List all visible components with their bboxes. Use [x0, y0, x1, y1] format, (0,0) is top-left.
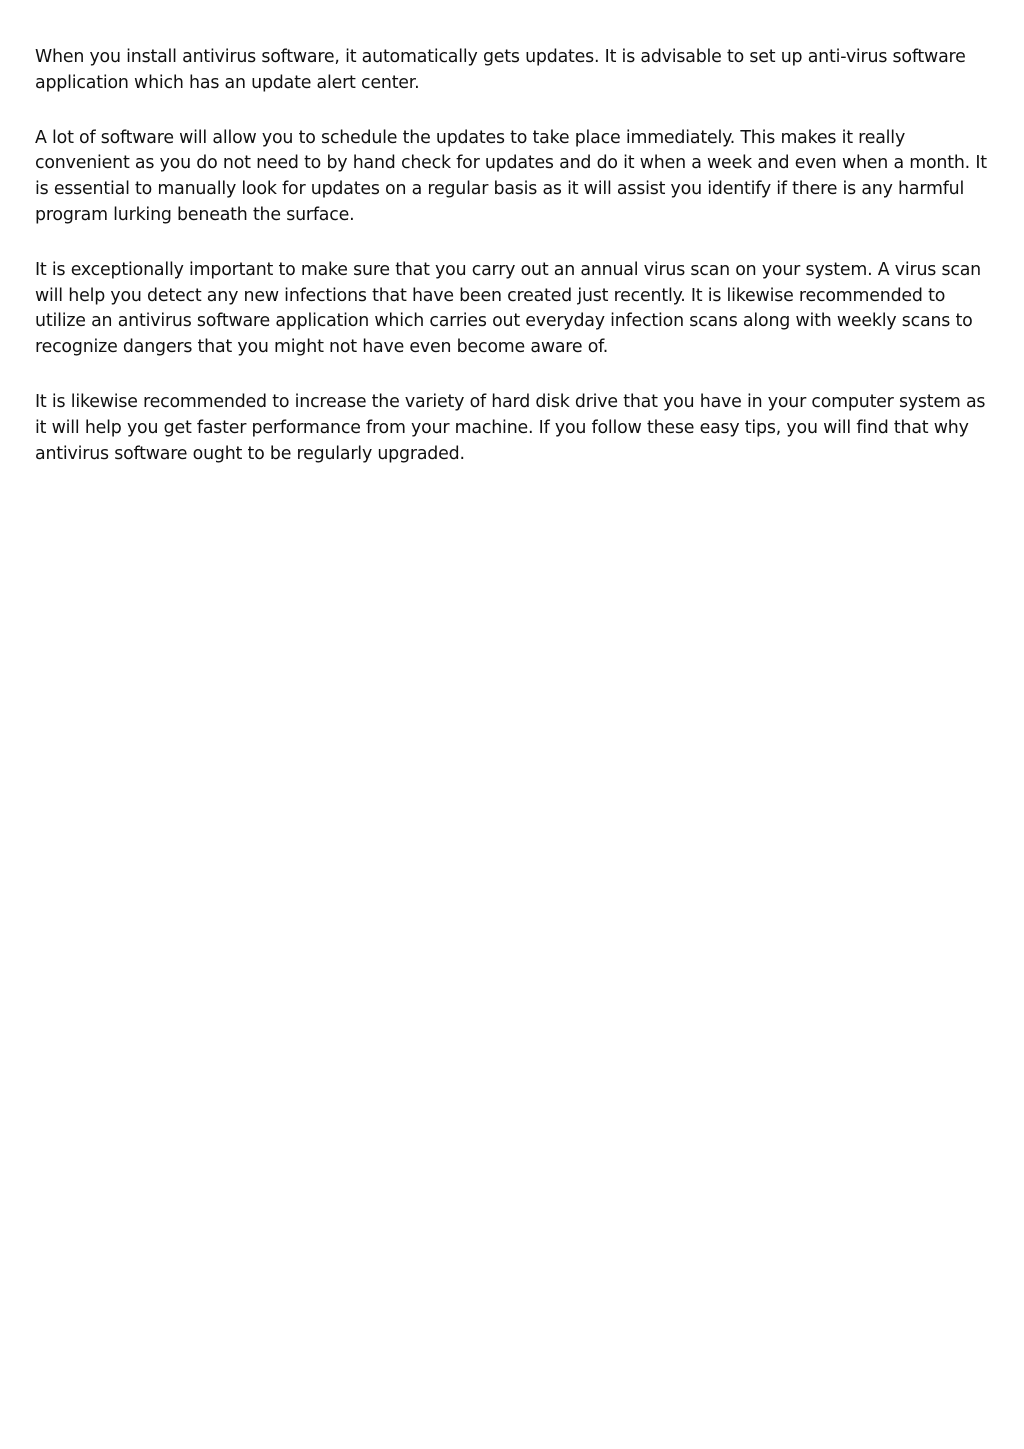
- paragraph: When you install antivirus software, it automatically gets updates. It is advisable to set up anti-virus software application which has an update alert center.: [35, 47, 966, 93]
- paragraph: A lot of software will allow you to schedule the updates to take place immediately. This makes it really convenient as you do not need to by hand check for updates and do it when a week and even when a month. It is essential to manually look for updates on a regular basis as it will assist you identify if there is any harmful program lurking beneath the surface.: [35, 127, 987, 225]
- document-body: [35, 45, 990, 496]
- paragraph: It is likewise recommended to increase the variety of hard disk drive that you have in your computer system as it will help you get faster performance from your machine. If you follow these easy tips, you will find that why antivirus software ought to be regularly upgraded.: [35, 391, 986, 464]
- paragraph: It is exceptionally important to make sure that you carry out an annual virus scan on your system. A virus scan will help you detect any new infections that have been created just recently. It is likewise recommended to utilize an antivirus software application which carries out everyday infection scans along with weekly scans to recognize dangers that you might not have even become aware of.: [35, 259, 981, 358]
